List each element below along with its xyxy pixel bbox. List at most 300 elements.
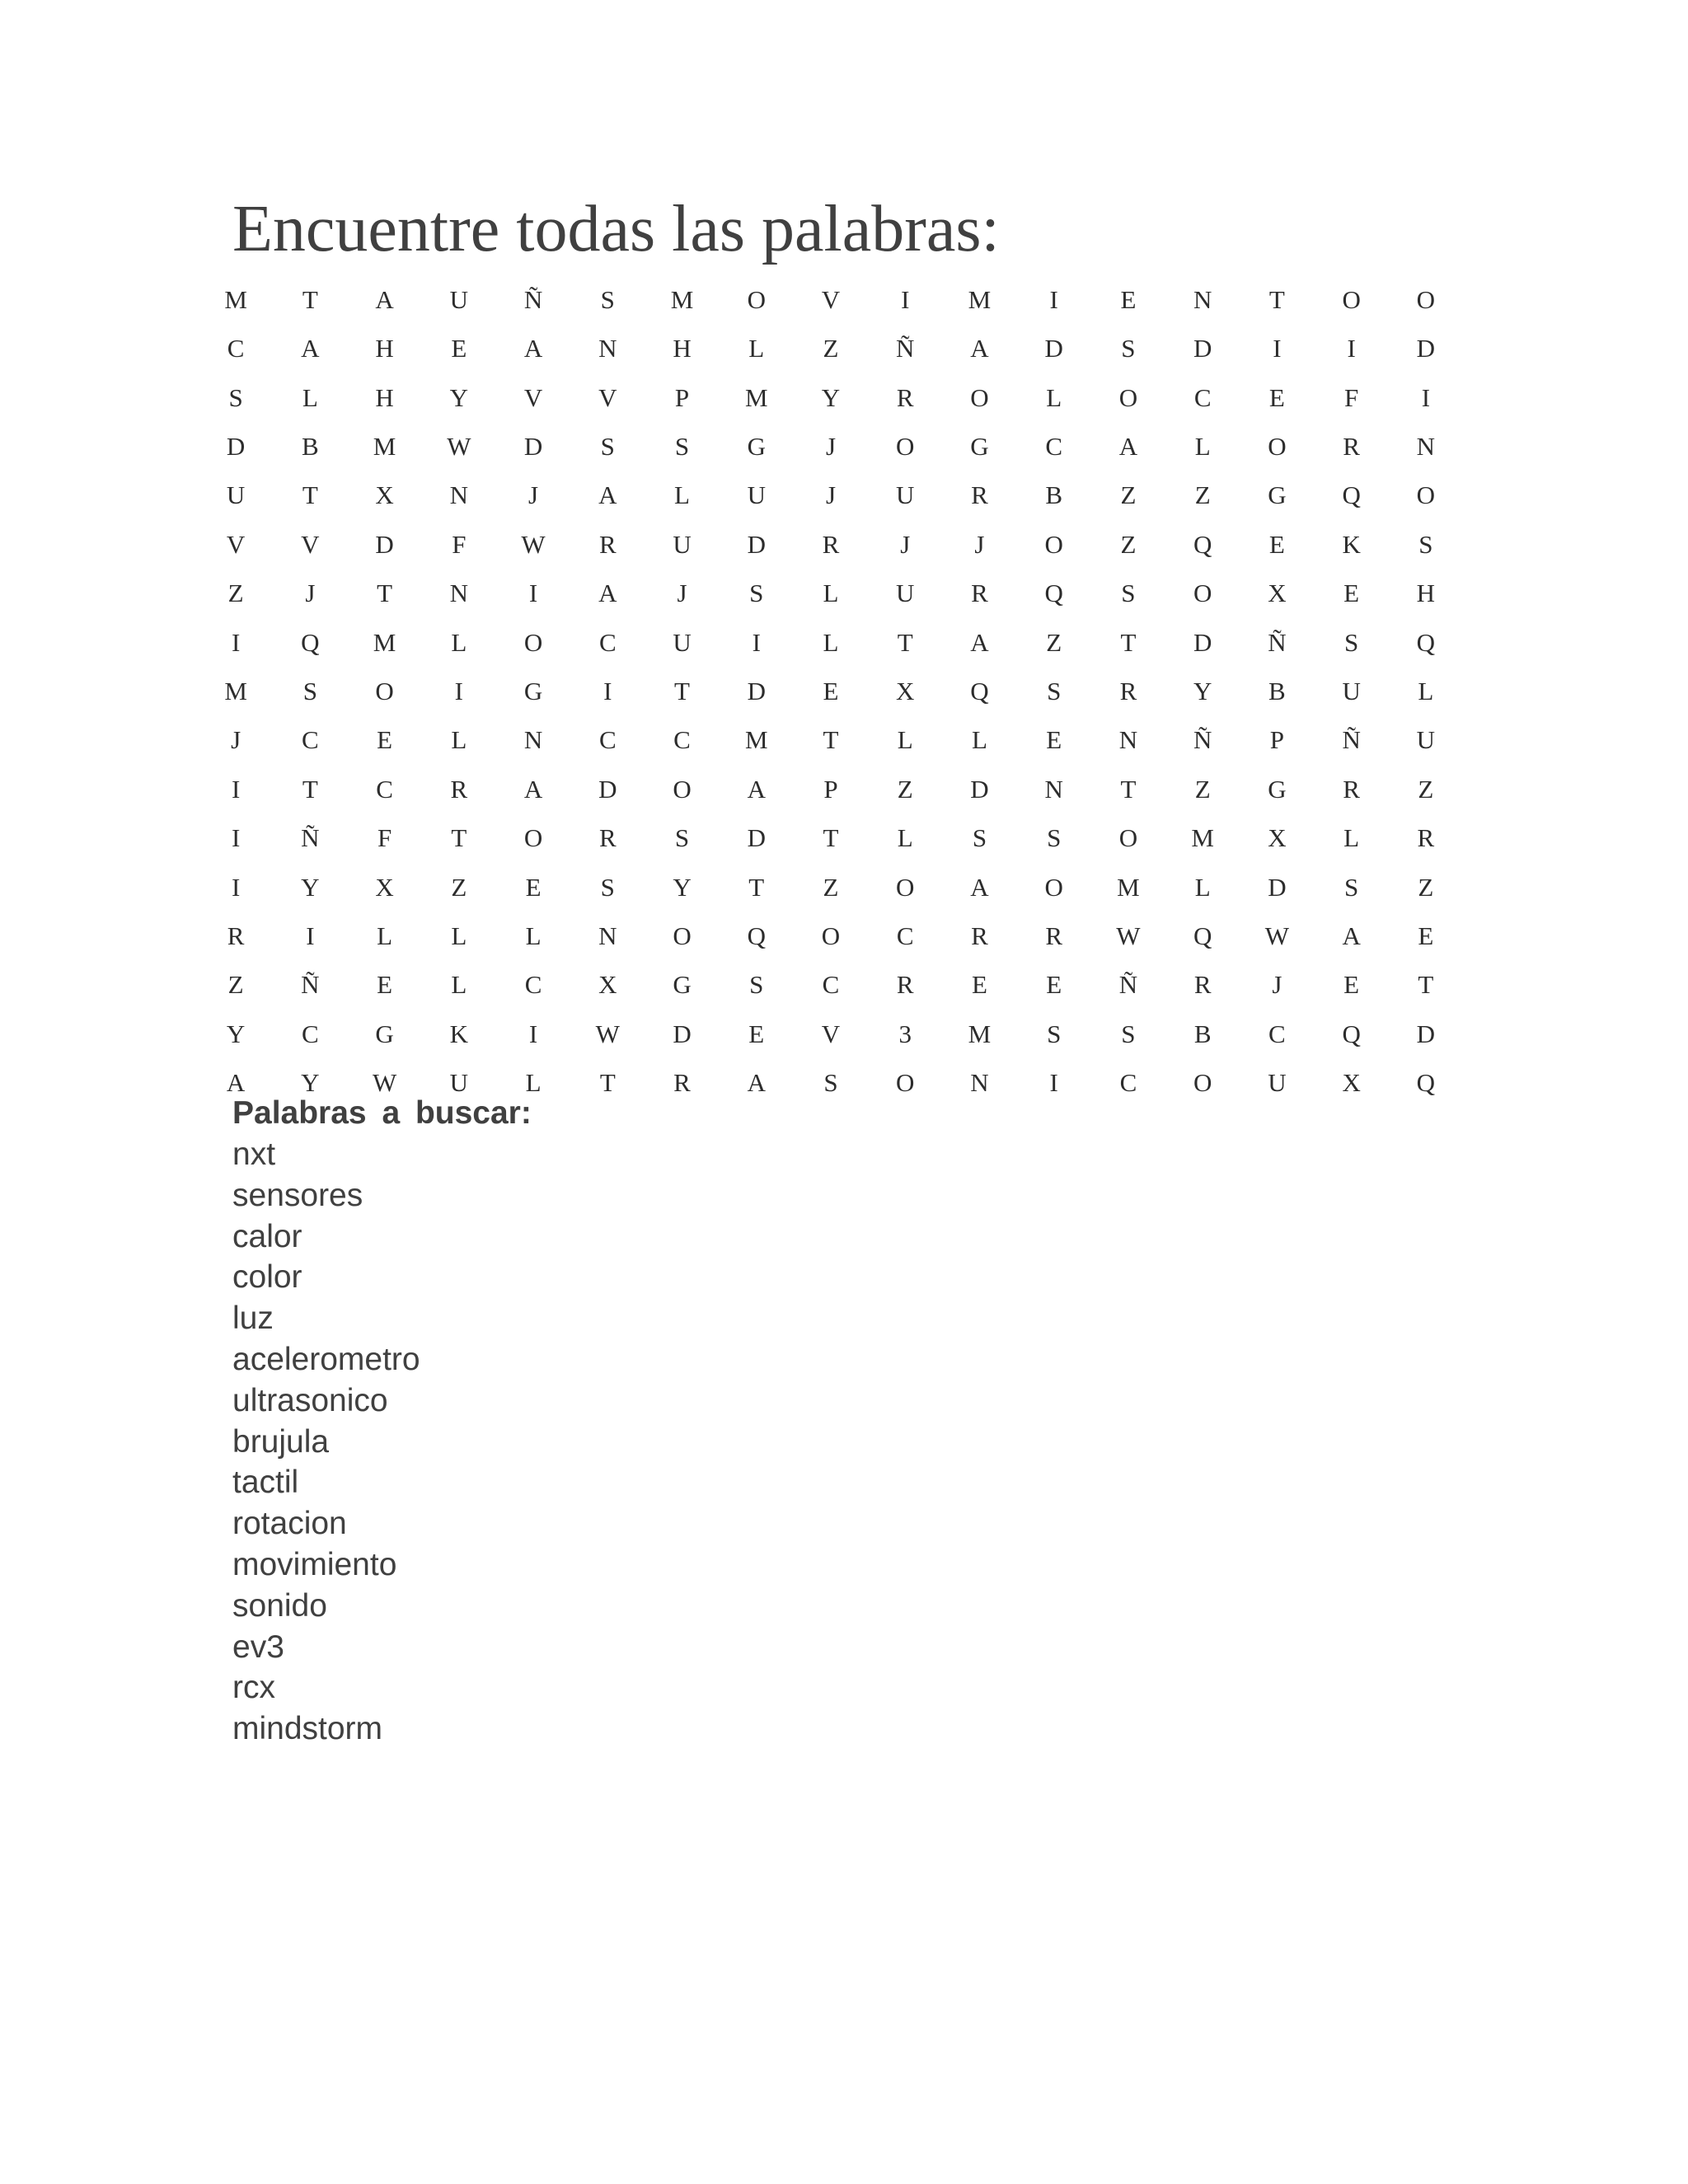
grid-cell: O — [970, 382, 989, 412]
grid-cell: A — [970, 627, 989, 657]
word-list — [232, 1134, 532, 1750]
grid-cell: M — [968, 284, 992, 314]
grid-cell: O — [1044, 529, 1063, 559]
grid-cell: R — [971, 921, 988, 951]
grid-cell: N — [598, 334, 617, 363]
grid-cell: A — [301, 334, 320, 363]
grid-cell: G — [1268, 774, 1287, 804]
grid-cell: I — [752, 627, 761, 657]
grid-cell: Y — [673, 872, 692, 902]
grid-cell: O — [1118, 823, 1138, 853]
grid-cell: L — [1418, 676, 1434, 705]
grid-cell: V — [523, 382, 543, 412]
grid-cell: O — [896, 1068, 915, 1098]
grid-cell: A — [523, 774, 543, 804]
grid-cell: U — [1416, 725, 1436, 755]
grid-cell: B — [1045, 480, 1063, 510]
grid-cell: E — [748, 1019, 765, 1048]
grid-cell: C — [376, 774, 393, 804]
grid-cell: R — [1343, 774, 1360, 804]
grid-cell: I — [1421, 382, 1431, 412]
grid-cell: R — [450, 774, 468, 804]
grid-cell: I — [603, 676, 612, 705]
grid-cell: W — [447, 431, 471, 461]
grid-cell: M — [224, 284, 247, 314]
grid-cell: J — [231, 725, 241, 755]
grid-cell: L — [823, 579, 839, 608]
grid-cell: C — [1193, 382, 1212, 412]
grid-cell: S — [600, 431, 615, 461]
grid-cell: A — [598, 480, 617, 510]
grid-cell: J — [677, 579, 687, 608]
grid-cell: Y — [301, 872, 320, 902]
word-list-item: color — [232, 1259, 302, 1296]
grid-cell: W — [1116, 921, 1141, 951]
grid-cell: D — [523, 431, 543, 461]
grid-cell: V — [821, 1019, 841, 1048]
grid-cell: O — [896, 872, 915, 902]
grid-cell: 3 — [898, 1019, 912, 1048]
grid-cell: U — [673, 529, 692, 559]
grid-cell: Z — [1418, 872, 1434, 902]
grid-cell: R — [896, 382, 914, 412]
grid-cell: H — [375, 382, 394, 412]
grid-cell: A — [598, 579, 617, 608]
grid-cell: D — [375, 529, 394, 559]
grid-cell: J — [528, 480, 539, 510]
grid-cell: O — [896, 431, 915, 461]
grid-cell: P — [1269, 725, 1285, 755]
grid-cell: O — [1268, 431, 1287, 461]
grid-cell: R — [598, 823, 617, 853]
grid-cell: T — [451, 823, 467, 853]
grid-cell: D — [1416, 1019, 1436, 1048]
grid-cell: L — [971, 725, 987, 755]
grid-cell: D — [1044, 334, 1063, 363]
word-list-item: rcx — [232, 1670, 275, 1706]
grid-cell: G — [1268, 480, 1287, 510]
grid-cell: L — [525, 1068, 542, 1098]
grid-cell: E — [1268, 529, 1285, 559]
grid-cell: E — [1343, 970, 1360, 1000]
grid-cell: H — [673, 334, 692, 363]
grid-cell: D — [970, 774, 989, 804]
grid-cell: X — [375, 480, 394, 510]
grid-cell: U — [896, 579, 915, 608]
grid-cell: Q — [1044, 579, 1063, 608]
grid-cell: C — [822, 970, 840, 1000]
grid-cell: S — [749, 579, 764, 608]
grid-cell: Ñ — [1268, 627, 1287, 657]
grid-cell: M — [224, 676, 247, 705]
grid-cell: W — [595, 1019, 620, 1048]
grid-cell: E — [971, 970, 987, 1000]
grid-cell: A — [747, 1068, 766, 1098]
grid-cell: X — [896, 676, 915, 705]
grid-cell: E — [1046, 970, 1062, 1000]
grid-cell: S — [1121, 579, 1136, 608]
grid-cell: M — [744, 382, 768, 412]
grid-cell: O — [673, 774, 692, 804]
grid-cell: I — [528, 579, 538, 608]
grid-cell: N — [1416, 431, 1436, 461]
grid-cell: Q — [1193, 921, 1212, 951]
grid-cell: U — [673, 627, 692, 657]
grid-cell: W — [521, 529, 546, 559]
grid-cell: R — [1417, 823, 1435, 853]
grid-cell: T — [897, 627, 913, 657]
grid-cell: E — [1046, 725, 1062, 755]
grid-cell: R — [227, 921, 245, 951]
grid-cell: E — [823, 676, 839, 705]
grid-cell: A — [1118, 431, 1138, 461]
grid-cell: T — [302, 284, 318, 314]
grid-cell: E — [1120, 284, 1137, 314]
grid-cell: A — [1342, 921, 1361, 951]
grid-cell: C — [598, 627, 617, 657]
grid-cell: C — [1045, 431, 1063, 461]
grid-cell: X — [1268, 579, 1287, 608]
grid-cell: Ñ — [1342, 725, 1361, 755]
grid-cell: S — [1121, 334, 1136, 363]
grid-cell: A — [970, 334, 989, 363]
grid-cell: L — [451, 725, 467, 755]
grid-cell: T — [1418, 970, 1434, 1000]
grid-cell: O — [1416, 284, 1436, 314]
word-list-item: brujula — [232, 1423, 330, 1460]
grid-cell: J — [974, 529, 985, 559]
grid-cell: O — [523, 823, 543, 853]
grid-cell: G — [673, 970, 692, 1000]
grid-cell: C — [598, 725, 617, 755]
grid-cell: Q — [970, 676, 989, 705]
grid-cell: Z — [1046, 627, 1062, 657]
grid-cell: O — [1118, 382, 1138, 412]
grid-cell: R — [1193, 970, 1212, 1000]
grid-cell: G — [375, 1019, 394, 1048]
grid-cell: F — [1344, 382, 1359, 412]
grid-cell: I — [231, 774, 241, 804]
grid-cell: T — [302, 480, 318, 510]
grid-cell: P — [823, 774, 838, 804]
grid-cell: T — [302, 774, 318, 804]
grid-cell: Z — [451, 872, 467, 902]
word-list-section — [232, 1093, 532, 1750]
grid-cell: R — [822, 529, 840, 559]
grid-cell: D — [226, 431, 246, 461]
grid-cell: Y — [821, 382, 841, 412]
grid-cell: D — [598, 774, 617, 804]
grid-cell: O — [1416, 480, 1436, 510]
grid-cell: E — [525, 872, 542, 902]
grid-cell: S — [972, 823, 987, 853]
grid-cell: L — [1194, 431, 1211, 461]
grid-cell: Q — [1416, 1068, 1436, 1098]
grid-cell: E — [451, 334, 467, 363]
grid-cell: C — [1119, 1068, 1137, 1098]
grid-cell: C — [227, 334, 245, 363]
grid-cell: D — [1416, 334, 1436, 363]
grid-cell: I — [1049, 284, 1058, 314]
grid-cell: U — [896, 480, 915, 510]
grid-cell: R — [896, 970, 914, 1000]
grid-cell: K — [449, 1019, 469, 1048]
grid-cell: Q — [747, 921, 766, 951]
grid-cell: H — [1416, 579, 1436, 608]
grid-cell: X — [598, 970, 617, 1000]
grid-cell: I — [231, 823, 241, 853]
grid-cell: W — [1264, 921, 1290, 951]
grid-cell: B — [1268, 676, 1286, 705]
grid-cell: F — [377, 823, 392, 853]
grid-cell: L — [823, 627, 839, 657]
word-list-item: movimiento — [232, 1546, 397, 1582]
grid-cell: Z — [227, 579, 244, 608]
grid-cell: M — [744, 725, 768, 755]
grid-cell: B — [302, 431, 319, 461]
grid-cell: X — [375, 872, 394, 902]
grid-cell: Y — [1193, 676, 1212, 705]
grid-cell: L — [1046, 382, 1062, 412]
grid-cell: X — [1268, 823, 1287, 853]
word-list-item: acelerometro — [232, 1341, 420, 1377]
grid-cell: A — [226, 1068, 246, 1098]
grid-cell: S — [302, 676, 317, 705]
grid-cell: Z — [1194, 774, 1211, 804]
grid-cell: J — [1272, 970, 1282, 1000]
grid-cell: Z — [1120, 480, 1137, 510]
grid-cell: Ñ — [301, 970, 320, 1000]
grid-cell: S — [674, 431, 690, 461]
grid-cell: E — [1418, 921, 1434, 951]
grid-cell: R — [1119, 676, 1137, 705]
grid-cell: T — [1120, 627, 1137, 657]
grid-cell: I — [454, 676, 463, 705]
grid-cell: Q — [1193, 529, 1212, 559]
grid-cell: T — [823, 823, 839, 853]
grid-cell: U — [1342, 676, 1361, 705]
grid-cell: I — [1273, 334, 1282, 363]
grid-cell: F — [452, 529, 467, 559]
grid-cell: Z — [227, 970, 244, 1000]
grid-cell: I — [231, 627, 241, 657]
page-title: Encuentre todas las palabras: — [232, 193, 1000, 265]
grid-cell: T — [599, 1068, 616, 1098]
grid-cell: S — [1047, 823, 1062, 853]
grid-cell: A — [375, 284, 394, 314]
grid-cell: E — [377, 725, 393, 755]
grid-cell: X — [1342, 1068, 1361, 1098]
grid-cell: I — [306, 921, 315, 951]
grid-cell: O — [523, 627, 543, 657]
grid-cell: Q — [1416, 627, 1436, 657]
grid-cell: M — [373, 431, 396, 461]
grid-cell: B — [1193, 1019, 1212, 1048]
grid-cell: Z — [897, 774, 913, 804]
grid-cell: Q — [301, 627, 320, 657]
grid-cell: L — [897, 725, 913, 755]
grid-cell: I — [1049, 1068, 1058, 1098]
grid-cell: L — [451, 921, 467, 951]
grid-cell: Ñ — [301, 823, 320, 853]
grid-cell: J — [900, 529, 911, 559]
grid-cell: C — [302, 725, 319, 755]
grid-cell: L — [451, 627, 467, 657]
grid-cell: L — [1194, 872, 1211, 902]
grid-cell: O — [1193, 1068, 1212, 1098]
grid-cell: R — [673, 1068, 691, 1098]
grid-cell: V — [598, 382, 617, 412]
grid-cell: Z — [823, 872, 839, 902]
grid-cell: M — [670, 284, 694, 314]
grid-cell: J — [305, 579, 316, 608]
grid-cell: L — [525, 921, 542, 951]
word-list-heading: Palabras a buscar: — [232, 1095, 532, 1131]
word-list-item: tactil — [232, 1465, 299, 1501]
grid-cell: V — [301, 529, 320, 559]
grid-cell: U — [226, 480, 246, 510]
grid-cell: Ñ — [523, 284, 543, 314]
grid-cell: E — [1268, 382, 1285, 412]
grid-cell: A — [523, 334, 543, 363]
grid-cell: S — [1418, 529, 1433, 559]
grid-cell: M — [1117, 872, 1140, 902]
grid-cell: L — [451, 970, 467, 1000]
grid-cell: U — [747, 480, 766, 510]
grid-cell: N — [449, 579, 469, 608]
grid-cell: L — [674, 480, 690, 510]
grid-cell: T — [377, 579, 393, 608]
word-list-item: sonido — [232, 1587, 327, 1624]
grid-cell: K — [1342, 529, 1361, 559]
grid-cell: O — [375, 676, 394, 705]
grid-cell: T — [823, 725, 839, 755]
grid-cell: C — [673, 725, 691, 755]
grid-cell: Z — [1120, 529, 1137, 559]
word-list-item: mindstorm — [232, 1711, 383, 1747]
grid-cell: M — [968, 1019, 992, 1048]
grid-cell: M — [373, 627, 396, 657]
grid-cell: U — [449, 1068, 469, 1098]
grid-cell: E — [1343, 579, 1360, 608]
word-list-item: calor — [232, 1218, 302, 1254]
grid-cell: L — [377, 921, 393, 951]
grid-cell: S — [674, 823, 690, 853]
grid-cell: S — [1344, 627, 1359, 657]
word-search-grid — [199, 275, 1463, 1108]
word-list-item: ultrasonico — [232, 1382, 388, 1418]
grid-cell: P — [674, 382, 690, 412]
grid-cell: L — [302, 382, 318, 412]
grid-cell: O — [821, 921, 841, 951]
grid-cell: O — [1193, 579, 1212, 608]
grid-cell: N — [598, 921, 617, 951]
grid-cell: E — [377, 970, 393, 1000]
grid-cell: Z — [1194, 480, 1211, 510]
grid-cell: R — [598, 529, 617, 559]
grid-cell: G — [747, 431, 766, 461]
grid-cell: I — [1347, 334, 1356, 363]
grid-cell: V — [821, 284, 841, 314]
grid-cell: T — [748, 872, 765, 902]
grid-cell: Z — [1418, 774, 1434, 804]
grid-cell: C — [302, 1019, 319, 1048]
grid-cell: N — [523, 725, 543, 755]
grid-cell: A — [747, 774, 766, 804]
grid-cell: S — [749, 970, 764, 1000]
grid-cell: D — [747, 529, 766, 559]
grid-cell: S — [1047, 676, 1062, 705]
grid-cell: R — [1343, 431, 1360, 461]
word-list-item: luz — [232, 1301, 274, 1337]
grid-cell: N — [1193, 284, 1212, 314]
word-list-item: sensores — [232, 1177, 363, 1213]
grid-cell: S — [1344, 872, 1359, 902]
grid-cell: G — [970, 431, 989, 461]
grid-cell: N — [1044, 774, 1063, 804]
grid-cell: G — [523, 676, 543, 705]
grid-cell: S — [228, 382, 243, 412]
word-list-item: nxt — [232, 1137, 276, 1172]
grid-cell: O — [1342, 284, 1361, 314]
grid-cell: C — [1268, 1019, 1286, 1048]
grid-cell: I — [901, 284, 910, 314]
grid-cell: W — [372, 1068, 397, 1098]
grid-cell: R — [971, 579, 988, 608]
grid-cell: Q — [1342, 480, 1361, 510]
grid-cell: O — [673, 921, 692, 951]
grid-cell: H — [375, 334, 394, 363]
grid-cell: D — [1193, 627, 1212, 657]
grid-cell: Y — [301, 1068, 320, 1098]
grid-cell: N — [449, 480, 469, 510]
grid-cell: I — [528, 1019, 538, 1048]
grid-cell: D — [747, 676, 766, 705]
grid-cell: Y — [449, 382, 469, 412]
grid-cell: L — [748, 334, 765, 363]
grid-cell: L — [897, 823, 913, 853]
grid-cell: T — [674, 676, 690, 705]
grid-cell: D — [747, 823, 766, 853]
grid-cell: D — [673, 1019, 692, 1048]
grid-cell: S — [1121, 1019, 1136, 1048]
grid-cell: V — [226, 529, 246, 559]
grid-cell: T — [1120, 774, 1137, 804]
grid-cell: S — [600, 284, 615, 314]
grid-cell: Ñ — [1193, 725, 1212, 755]
word-list-item: rotacion — [232, 1506, 347, 1542]
grid-cell: T — [1268, 284, 1285, 314]
grid-cell: Z — [823, 334, 839, 363]
grid-cell: S — [1047, 1019, 1062, 1048]
grid-cell: Ñ — [1118, 970, 1138, 1000]
grid-cell: R — [1045, 921, 1063, 951]
grid-cell: M — [1191, 823, 1214, 853]
grid-cell: N — [970, 1068, 989, 1098]
grid-cell: A — [970, 872, 989, 902]
grid-cell: N — [1118, 725, 1138, 755]
grid-cell: D — [1268, 872, 1287, 902]
grid-cell: D — [1193, 334, 1212, 363]
grid-cell: J — [825, 480, 837, 510]
grid-cell: I — [231, 872, 241, 902]
grid-cell: O — [1044, 872, 1063, 902]
grid-cell: U — [449, 284, 469, 314]
grid-cell: Q — [1342, 1019, 1361, 1048]
grid-cell: S — [823, 1068, 838, 1098]
grid-cell: J — [825, 431, 837, 461]
grid-cell: R — [971, 480, 988, 510]
